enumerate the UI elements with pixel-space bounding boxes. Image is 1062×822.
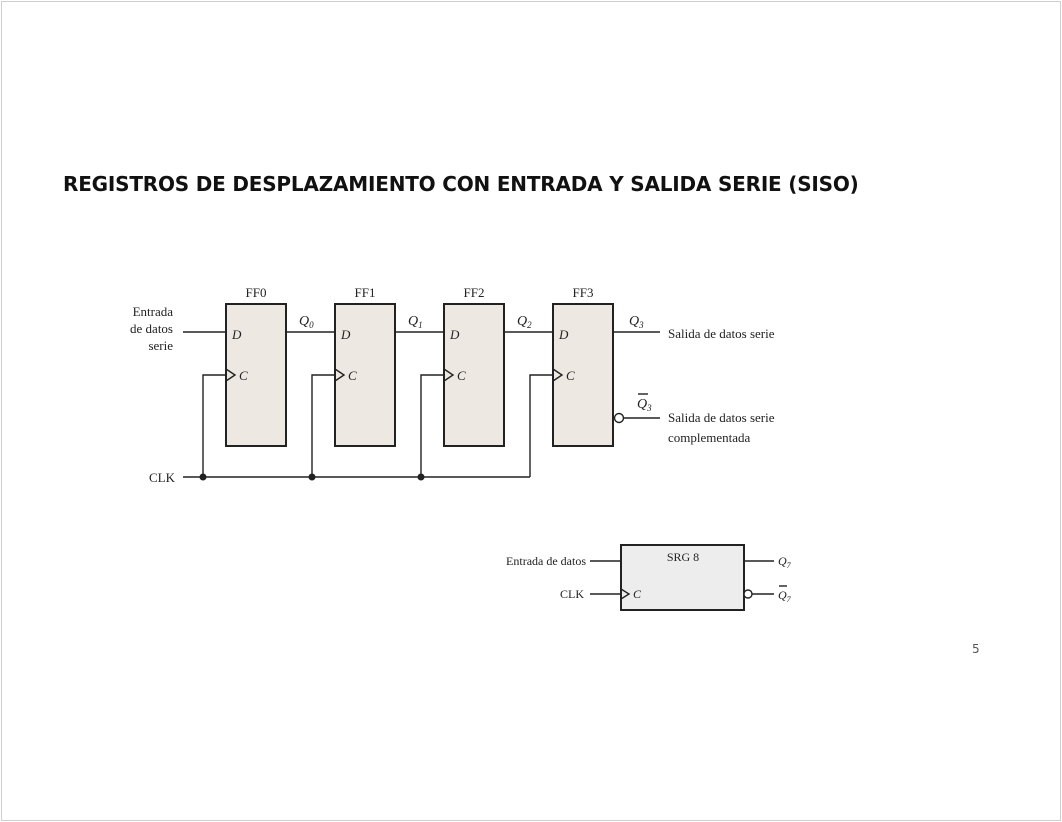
ff1-d-pin: D xyxy=(341,327,351,342)
serial-input-label-line3: serie xyxy=(148,338,173,353)
clk-label: CLK xyxy=(149,470,175,485)
slide-title: REGISTROS DE DESPLAZAMIENTO CON ENTRADA Y SALIDA SERIE (SISO) xyxy=(63,172,859,196)
srg8-q7-bar-label: $Q_7$ xyxy=(778,588,791,604)
q3-label: $Q_3$ xyxy=(629,314,644,330)
ff0-label: FF0 xyxy=(245,285,267,300)
q1-label: $Q_1$ xyxy=(408,314,423,330)
ff0-clock-wire xyxy=(203,375,226,477)
q2-label: $Q_2$ xyxy=(517,314,532,330)
ff3-clock-wire xyxy=(530,375,553,477)
ff2-d-pin: D xyxy=(450,327,460,342)
serial-input-label-line1: Entrada xyxy=(132,304,173,319)
ff0-d-pin: D xyxy=(232,327,242,342)
srg8-label: SRG 8 xyxy=(666,550,700,564)
ff3-c-pin: C xyxy=(566,368,575,383)
page-number: 5 xyxy=(972,642,980,656)
ff3-label: FF3 xyxy=(572,285,594,300)
complement-output-label-line1: Salida de datos serie xyxy=(668,410,775,425)
ff2-clock-wire xyxy=(421,375,444,477)
srg8-q7-label: $Q_7$ xyxy=(778,554,791,570)
ff2-c-pin: C xyxy=(457,368,466,383)
ff1-label: FF1 xyxy=(354,285,376,300)
complement-output-label-line2: complementada xyxy=(668,430,751,445)
ff1-clock-wire xyxy=(312,375,335,477)
ff0-c-pin: C xyxy=(239,368,248,383)
clk-junction-dot xyxy=(418,474,425,481)
flipflop-ff3 xyxy=(553,285,613,446)
flipflop-ff0 xyxy=(226,285,286,446)
serial-input-label xyxy=(130,304,173,353)
ff3-d-pin: D xyxy=(559,327,569,342)
serial-input-label-line2: de datos xyxy=(130,321,173,336)
serial-output-label: Salida de datos serie xyxy=(668,326,775,341)
ff2-label: FF2 xyxy=(463,285,485,300)
srg8-symbol xyxy=(506,545,792,610)
q0-label: $Q_0$ xyxy=(299,314,314,330)
q3-bar-label: $Q_3$ xyxy=(637,397,652,413)
srg8-clk-label: CLK xyxy=(560,587,584,601)
srg8-input-label: Entrada de datos xyxy=(506,554,586,568)
srg8-c-pin: C xyxy=(633,587,642,601)
clk-junction-dot xyxy=(200,474,207,481)
srg8-inversion-bubble xyxy=(744,590,752,598)
inversion-bubble xyxy=(615,414,624,423)
clk-junction-dot xyxy=(309,474,316,481)
flipflop-ff2 xyxy=(444,285,504,446)
ff1-c-pin: C xyxy=(348,368,357,383)
flipflop-ff1 xyxy=(335,285,395,446)
